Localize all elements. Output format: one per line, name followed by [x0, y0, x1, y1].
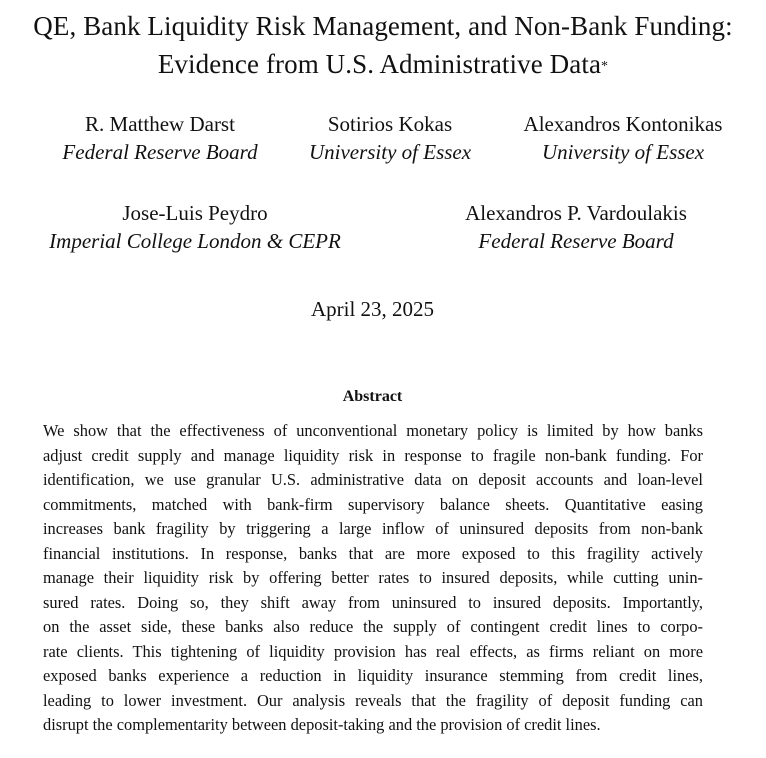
abstract-heading: Abstract: [342, 388, 403, 405]
author-affiliation: Imperial College London & CEPR: [49, 229, 341, 253]
author-block-peydro: [20, 199, 370, 255]
abstract-line: exposed banks experience a reduction in liquidity insurance stemming from credit lines,: [43, 666, 703, 685]
author-affiliation: University of Essex: [308, 140, 472, 164]
abstract-line: financial institutions. In response, banks that are more exposed to this fragility actively: [43, 543, 703, 563]
author-block-kokas: [290, 110, 490, 166]
author-name: R. Matthew Darst: [85, 112, 235, 136]
author-name: Alexandros Kontonikas: [523, 112, 723, 136]
publication-date: April 23, 2025: [310, 297, 435, 321]
abstract-line: disrupt the complementarity between deposit-taking and the provision of credit lines.: [43, 715, 601, 734]
author-block-darst: [40, 110, 280, 166]
author-name: Sotirios Kokas: [327, 112, 453, 136]
abstract-line: on the asset side, these banks also reduce the supply of contingent credit lines to corpo-: [43, 617, 703, 636]
author-affiliation: Federal Reserve Board: [62, 140, 258, 164]
abstract-line: rate clients. This tightening of liquidity provision has real effects, as firms reliant on more: [43, 641, 703, 661]
abstract-line: identification, we use granular U.S. administrative data on deposit accounts and loan-level: [43, 470, 703, 489]
author-affiliation: University of Essex: [541, 140, 705, 164]
abstract-line: leading to lower investment. Our analysis reveals that the fragility of deposit funding can: [43, 690, 703, 710]
title-line-2: [0, 44, 766, 84]
author-block-vardoulakis: [440, 199, 712, 255]
abstract-line: sured rates. Doing so, they shift away from uninsured to insured deposits. Importantly,: [43, 592, 703, 612]
author-block-kontonikas: [508, 110, 738, 166]
author-name: Jose-Luis Peydro: [122, 201, 268, 225]
title-line-1: QE, Bank Liquidity Risk Management, and Non-Bank Funding:: [33, 11, 733, 41]
abstract-body: [43, 419, 703, 738]
abstract-line: adjust credit supply and manage liquidity risk in response to fragile non-bank funding. For: [43, 445, 703, 465]
author-affiliation: Federal Reserve Board: [478, 229, 674, 253]
abstract-line: manage their liquidity risk by offering better rates to insured deposits, while cutting unin-: [43, 568, 703, 587]
abstract-line: We show that the effectiveness of unconventional monetary policy is limited by how banks: [43, 421, 703, 440]
abstract-line: increases bank fragility by triggering a large inflow of uninsured deposits from non-bank: [43, 519, 703, 538]
author-name: Alexandros P. Vardoulakis: [465, 201, 687, 225]
title-line-2-text: Evidence from U.S. Administrative Data: [157, 49, 602, 79]
abstract-line: commitments, matched with bank-firm supervisory balance sheets. Quantitative easing: [43, 494, 703, 514]
title-footnote-mark[interactable]: *: [601, 59, 609, 74]
